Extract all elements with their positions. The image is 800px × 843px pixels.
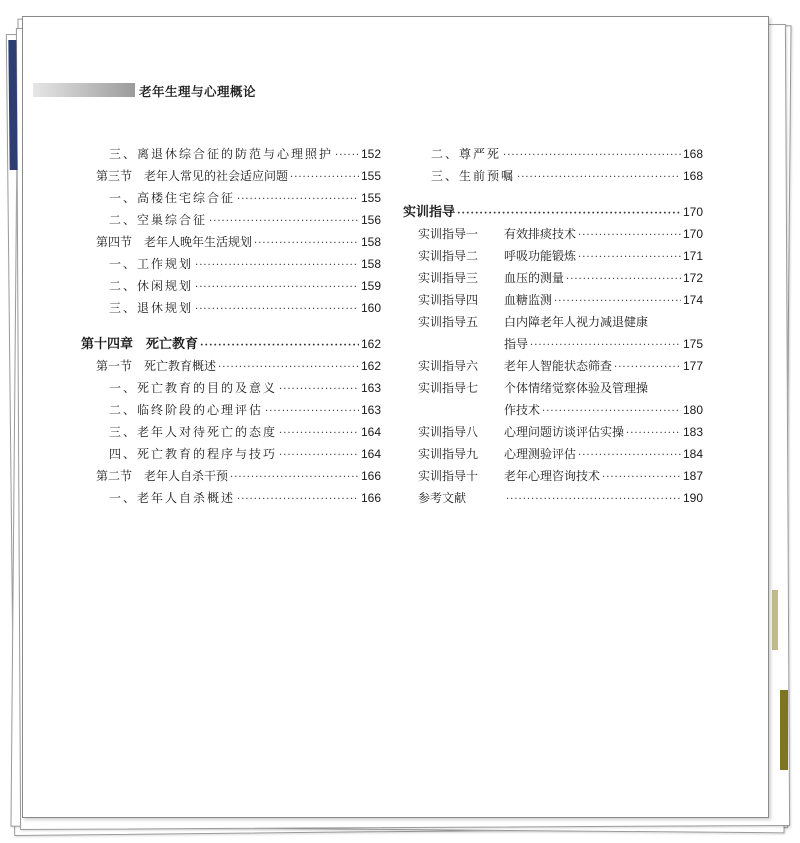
dot-leader	[218, 357, 359, 379]
toc-page-number: 174	[682, 293, 703, 307]
dot-leader	[578, 225, 681, 247]
toc-entry-tag: 实训指导七	[418, 381, 479, 395]
dot-leader	[602, 467, 681, 489]
toc-page-number: 159	[360, 279, 381, 293]
toc-page-number: 168	[682, 169, 703, 183]
toc-entry-tag: 实训指导二	[418, 249, 479, 263]
toc-subsection	[403, 143, 703, 165]
toc-entry	[403, 487, 703, 509]
dot-leader	[578, 247, 681, 269]
toc-entry-title: 呼吸功能锻炼	[504, 249, 577, 263]
toc-entry	[403, 267, 703, 289]
toc-entry-label	[418, 465, 600, 487]
dot-leader	[457, 203, 681, 225]
toc-page-number: 170	[682, 205, 703, 219]
sheet-edge-color	[780, 690, 788, 770]
toc-entry-title: 指导	[504, 337, 529, 351]
dot-leader	[506, 489, 681, 511]
toc-entry-label: 二、空巢综合征	[109, 213, 208, 227]
toc-section	[81, 355, 381, 377]
sheet-edge-color	[8, 40, 17, 170]
toc-section	[81, 465, 381, 487]
toc-page-number: 180	[682, 403, 703, 417]
toc-entry-tag: 实训指导四	[418, 293, 479, 307]
toc-entry-label: 第十四章 死亡教育	[81, 337, 199, 352]
toc-entry-tag: 实训指导十	[418, 469, 479, 483]
dot-leader	[578, 445, 681, 467]
dot-leader	[554, 291, 681, 313]
toc-entry-tag: 实训指导六	[418, 359, 479, 373]
toc-page-number: 156	[360, 213, 381, 227]
toc-page-number: 162	[360, 337, 381, 351]
running-header: 老年生理与心理概论	[139, 84, 257, 99]
toc-entry-label: 第二节 老年人自杀干预	[96, 469, 229, 483]
toc-subsection	[81, 275, 381, 297]
toc-entry-label: 一、死亡教育的目的及意义	[109, 381, 278, 395]
toc-page-number: 158	[360, 257, 381, 271]
toc-page-number: 164	[360, 447, 381, 461]
toc-entry-label: 二、临终阶段的心理评估	[109, 403, 264, 417]
toc-entry-label: 第三节 老年人常见的社会适应问题	[96, 169, 289, 183]
toc-subsection	[81, 421, 381, 443]
dot-leader	[614, 357, 681, 379]
toc-page-number: 158	[360, 235, 381, 249]
toc-subsection	[403, 165, 703, 187]
toc-entry-label: 二、休闲规划	[109, 279, 194, 293]
toc-entry-label: 三、退休规划	[109, 301, 194, 315]
dot-leader	[335, 145, 359, 167]
toc-entry-label	[418, 223, 576, 245]
toc-entry	[403, 245, 703, 267]
toc-right-column	[403, 143, 703, 509]
dot-leader	[566, 269, 681, 291]
dot-leader	[290, 167, 359, 189]
toc-entry-label: 一、工作规划	[109, 257, 194, 271]
toc-entry	[403, 443, 703, 465]
toc-left-column	[81, 143, 381, 509]
toc-page-number: 155	[360, 169, 381, 183]
toc-entry-title: 作技术	[504, 403, 541, 417]
toc-entry-title: 有效排痰技术	[504, 227, 577, 241]
sheet-edge-color	[772, 590, 778, 650]
toc-entry-label	[418, 267, 564, 289]
toc-entry-tag: 实训指导一	[418, 227, 479, 241]
dot-leader	[530, 335, 681, 357]
toc-chapter	[81, 333, 381, 355]
toc-entry-label: 三、离退休综合征的防范与心理照护	[109, 147, 334, 161]
dot-leader	[503, 145, 681, 167]
toc-entry-label	[418, 487, 504, 509]
toc-subsection	[81, 209, 381, 231]
toc-page-number: 168	[682, 147, 703, 161]
toc-page-number: 184	[682, 447, 703, 461]
toc-page-number: 177	[682, 359, 703, 373]
toc-entry-label: 第一节 死亡教育概述	[96, 359, 217, 373]
toc-entry-label	[418, 355, 612, 377]
toc-entry-title: 血压的测量	[504, 271, 565, 285]
dot-leader	[195, 299, 359, 321]
toc-page-number: 190	[682, 491, 703, 505]
toc-page-number: 187	[682, 469, 703, 483]
toc-page-number: 163	[360, 403, 381, 417]
toc-subsection	[81, 297, 381, 319]
toc-page-number: 166	[360, 469, 381, 483]
toc-entry-label: 第四节 老年人晚年生活规划	[96, 235, 253, 249]
toc-entry	[403, 421, 703, 443]
toc-page	[22, 16, 769, 818]
toc-entry-label	[418, 289, 552, 311]
toc-subsection	[81, 143, 381, 165]
toc-entry-label: 四、死亡教育的程序与技巧	[109, 447, 278, 461]
toc-page-number: 172	[682, 271, 703, 285]
dot-leader	[517, 167, 681, 189]
dot-leader	[200, 335, 359, 357]
toc-subsection	[81, 253, 381, 275]
dot-leader	[542, 401, 681, 423]
toc-entry-label	[418, 421, 624, 443]
toc-section	[81, 165, 381, 187]
toc-page-number: 163	[360, 381, 381, 395]
toc-entry-title: 心理测验评估	[504, 447, 577, 461]
toc-entry-label	[418, 245, 576, 267]
toc-entry-title: 白内障老年人视力减退健康	[504, 315, 649, 329]
dot-leader	[254, 233, 359, 255]
toc-page-number: 162	[360, 359, 381, 373]
toc-page-number: 155	[360, 191, 381, 205]
dot-leader	[195, 277, 359, 299]
toc-subsection	[81, 187, 381, 209]
toc-page-number: 166	[360, 491, 381, 505]
toc-entry-label: 一、高楼住宅综合征	[109, 191, 236, 205]
toc-subsection	[81, 377, 381, 399]
toc-page-number: 175	[682, 337, 703, 351]
toc-entry-label: 实训指导	[403, 205, 456, 220]
toc-entry-tag: 实训指导三	[418, 271, 479, 285]
spacer	[403, 187, 703, 201]
dot-leader	[279, 445, 359, 467]
toc-entry-label: 二、尊严死	[431, 147, 502, 161]
dot-leader	[265, 401, 359, 423]
toc-subsection	[81, 443, 381, 465]
toc-entry	[403, 355, 703, 377]
toc-page-number: 171	[682, 249, 703, 263]
toc-entry-label	[418, 377, 648, 399]
toc-entry-tag: 实训指导五	[418, 315, 479, 329]
toc-part	[403, 201, 703, 223]
toc-entry-title: 老年心理咨询技术	[504, 469, 601, 483]
toc-entry-label	[418, 311, 648, 333]
toc-subsection	[81, 487, 381, 509]
dot-leader	[195, 255, 359, 277]
toc-entry	[403, 223, 703, 245]
dot-leader	[626, 423, 681, 445]
toc-entry-tag: 实训指导九	[418, 447, 479, 461]
toc-page-number: 183	[682, 425, 703, 439]
toc-entry	[403, 377, 703, 399]
toc-entry-label: 三、老年人对待死亡的态度	[109, 425, 278, 439]
toc-entry-continuation	[403, 333, 703, 355]
toc-entry	[403, 465, 703, 487]
toc-entry-title: 血糖监测	[504, 293, 553, 307]
toc-entry-continuation	[403, 399, 703, 421]
toc-page-number: 160	[360, 301, 381, 315]
toc-entry-label: 三、生前预嘱	[431, 169, 516, 183]
toc-entry-label: 一、老年人自杀概述	[109, 491, 236, 505]
toc-page-number: 170	[682, 227, 703, 241]
toc-entry-tag: 实训指导八	[418, 425, 479, 439]
toc-subsection	[81, 399, 381, 421]
toc-entry-tag: 参考文献	[418, 491, 467, 505]
toc-entry-title: 个体情绪觉察体验及管理操	[504, 381, 649, 395]
toc-page-number: 152	[360, 147, 381, 161]
toc-page-number: 164	[360, 425, 381, 439]
dot-leader	[237, 489, 359, 511]
dot-leader	[209, 211, 359, 233]
toc-entry-title: 心理问题访谈评估实操	[504, 425, 625, 439]
dot-leader	[279, 379, 359, 401]
dot-leader	[237, 189, 359, 211]
toc-entry-label	[418, 443, 576, 465]
toc-section	[81, 231, 381, 253]
header-decor-bar	[33, 83, 135, 97]
toc-entry-title: 老年人智能状态筛查	[504, 359, 613, 373]
spacer	[81, 319, 381, 333]
dot-leader	[230, 467, 359, 489]
toc-entry	[403, 311, 703, 333]
dot-leader	[279, 423, 359, 445]
toc-entry	[403, 289, 703, 311]
